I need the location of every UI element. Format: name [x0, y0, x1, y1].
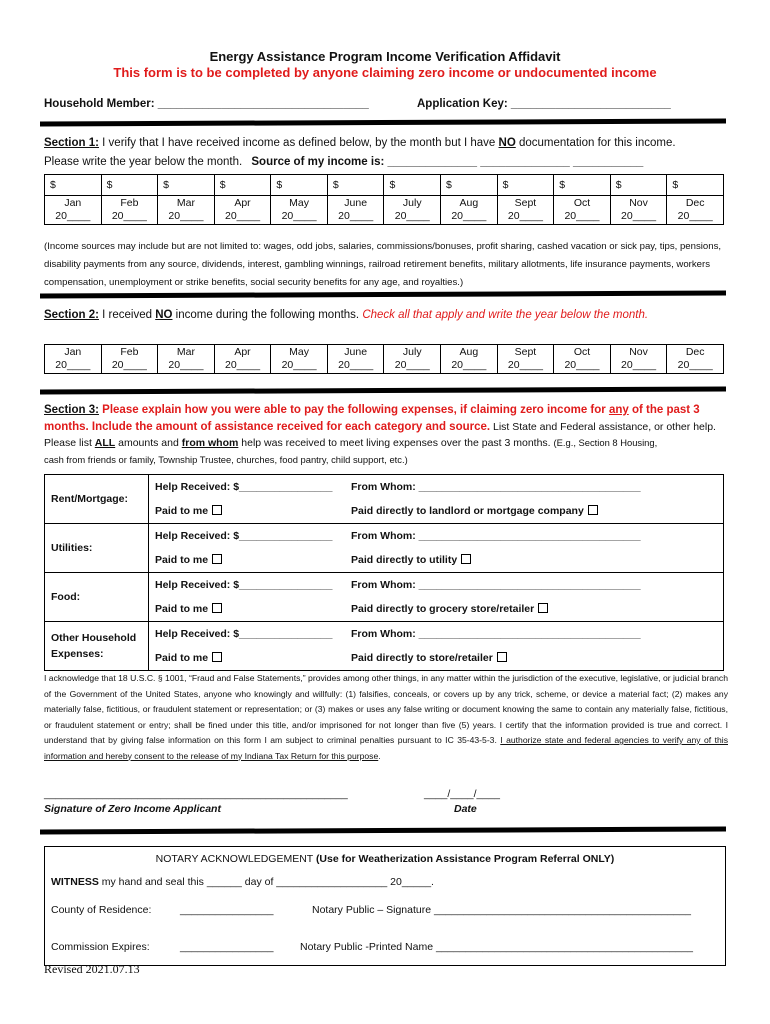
- section3-line3: [44, 437, 657, 449]
- year-blank[interactable]: 20____: [621, 210, 657, 222]
- witness-line[interactable]: [51, 876, 434, 888]
- section2-instruction: Check all that apply and write the year below the month.: [362, 309, 649, 321]
- month-label: June: [344, 346, 368, 358]
- month-cell[interactable]: [327, 345, 384, 374]
- help-received-field[interactable]: Help Received: $________________: [155, 530, 333, 542]
- month-label: Feb: [120, 346, 139, 358]
- s3-from-whom: from whom: [181, 437, 239, 449]
- section3-line4: cash from friends or family, Township Trustee, churches, food pantry, child support, etc.): [44, 454, 408, 465]
- month-label: Jan: [64, 197, 82, 209]
- month-label: Feb: [120, 197, 139, 209]
- section2-heading: Section 2:: [44, 309, 99, 321]
- s3-example: (E.g., Section 8 Housing,: [553, 437, 658, 448]
- section2-month-table: [44, 344, 724, 374]
- notary-heading-note: (Use for Weatherization Assistance Program Referral ONLY): [315, 853, 615, 865]
- paid-to-me-option[interactable]: [155, 646, 351, 670]
- paid-to-me-label: Paid to me: [155, 505, 209, 517]
- month-label: Aug: [459, 197, 479, 209]
- section1-month-table: [44, 174, 724, 225]
- month-label: Dec: [685, 346, 705, 358]
- year-blank[interactable]: 20____: [111, 210, 147, 222]
- month-label: Aug: [459, 346, 479, 358]
- checkbox-icon[interactable]: [461, 554, 471, 564]
- acknowledgement-text: [44, 671, 728, 764]
- ack-authorization: I authorize state and federal agencies to verify any of this information and hereby consent to the release of my Indiana Tax Return for this purpose: [44, 735, 728, 761]
- expense-category: Utilities:: [45, 524, 149, 573]
- month-cell[interactable]: [271, 196, 328, 225]
- checkbox-icon[interactable]: [212, 603, 222, 613]
- s3-text: help was received to meet living expenses over the past 3 months.: [238, 437, 554, 449]
- amount-cell[interactable]: $: [441, 175, 498, 196]
- month-label: July: [402, 197, 422, 209]
- year-blank[interactable]: 20____: [281, 210, 317, 222]
- section1-heading: Section 1:: [44, 137, 99, 149]
- section1-text-end: documentation for this income.: [515, 137, 676, 149]
- section3-heading: Section 3:: [44, 404, 99, 416]
- divider: [40, 387, 726, 395]
- year-blank[interactable]: 20____: [451, 359, 487, 371]
- section1-line2: [44, 156, 643, 168]
- checkbox-icon[interactable]: [212, 554, 222, 564]
- month-label: Apr: [234, 197, 251, 209]
- checkbox-icon[interactable]: [497, 652, 507, 662]
- notary-heading-text: NOTARY ACKNOWLEDGEMENT: [155, 853, 316, 865]
- help-received-field[interactable]: Help Received: $________________: [155, 579, 333, 591]
- section2-line: [44, 309, 648, 321]
- expense-row: [45, 524, 724, 573]
- expense-details: [149, 573, 724, 622]
- year-blank[interactable]: 20____: [338, 359, 374, 371]
- expense-category: Food:: [45, 573, 149, 622]
- year-blank[interactable]: 20____: [677, 359, 713, 371]
- expense-row: [45, 573, 724, 622]
- paid-directly-option[interactable]: [351, 505, 598, 517]
- section1-year-instruction: Please write the year below the month.: [44, 156, 243, 168]
- ack-body: I acknowledge that 18 U.S.C. § 1001, “Fraud and False Statements,” provides among other things, in any matter within the jurisdiction of the executive, legislative, or judicial branch of the Government of the United States, anyone who knowingly and willfully: (1) falsifies, conceals, or covers up by any trick, scheme, or device a material fact; (2) makes any materially false, fictitious, or fraudulent statement or representation; or (3) makes or uses any false writing or document knowing the same to contain any materially false, fictitious, or fraudulent statement or entry; shall be fined under this title, and/or imprisoned for not longer than five (5) years. I certify that the information provided is true and correct. I understand that by giving false information on this form I am subject to criminal penalties pursuant to IC 35-43-5-3.: [44, 673, 728, 745]
- year-blank[interactable]: 20____: [225, 359, 261, 371]
- month-cell[interactable]: [158, 196, 215, 225]
- paid-to-me-option[interactable]: [155, 499, 351, 523]
- income-source-field[interactable]: Source of my income is: ______________ ______________ ___________: [251, 156, 644, 168]
- month-label: July: [402, 346, 422, 358]
- checkbox-icon[interactable]: [212, 505, 222, 515]
- paid-directly-option[interactable]: [351, 652, 507, 664]
- month-cell[interactable]: [667, 196, 724, 225]
- county-field[interactable]: ________________: [180, 904, 274, 916]
- amount-cell[interactable]: $: [497, 175, 554, 196]
- month-cell[interactable]: [554, 196, 611, 225]
- year-blank[interactable]: 20____: [507, 359, 543, 371]
- year-blank[interactable]: 20____: [55, 210, 91, 222]
- month-cell[interactable]: [441, 196, 498, 225]
- paid-to-me-label: Paid to me: [155, 652, 209, 664]
- witness-text: my hand and seal this ______ day of ___________________ 20_____.: [98, 876, 434, 888]
- amount-cell[interactable]: $: [271, 175, 328, 196]
- expense-category: Other Household Expenses:: [45, 622, 149, 671]
- expense-category: Rent/Mortgage:: [45, 475, 149, 524]
- year-blank[interactable]: 20____: [168, 359, 204, 371]
- month-cell[interactable]: [384, 345, 441, 374]
- paid-directly-label: Paid directly to landlord or mortgage company: [351, 505, 584, 517]
- expense-details: [149, 524, 724, 573]
- ack-end: .: [378, 750, 381, 761]
- checkbox-icon[interactable]: [538, 603, 548, 613]
- application-key-field[interactable]: Application Key: _________________________: [417, 98, 671, 110]
- year-blank[interactable]: 20____: [394, 210, 430, 222]
- month-label: Apr: [234, 346, 251, 358]
- amount-cell[interactable]: $: [554, 175, 611, 196]
- year-blank[interactable]: 20____: [111, 359, 147, 371]
- section3-any: any: [608, 404, 629, 416]
- month-cell[interactable]: [327, 196, 384, 225]
- amount-cell[interactable]: $: [610, 175, 667, 196]
- month-cell[interactable]: [101, 345, 158, 374]
- notary-heading: [45, 853, 725, 865]
- month-cell[interactable]: [554, 345, 611, 374]
- amount-cell[interactable]: $: [667, 175, 724, 196]
- s3-text: amounts and: [115, 437, 182, 449]
- month-label: Nov: [629, 197, 648, 209]
- month-cell[interactable]: [610, 196, 667, 225]
- section3-line1: [44, 404, 700, 416]
- from-whom-field[interactable]: From Whom: ______________________________________: [351, 579, 641, 591]
- section2-text: I received: [98, 309, 156, 321]
- notary-printed-name-field[interactable]: Notary Public -Printed Name ____________________________________________: [300, 941, 693, 953]
- amount-cell[interactable]: $: [384, 175, 441, 196]
- month-cell[interactable]: [101, 196, 158, 225]
- month-cell[interactable]: [384, 196, 441, 225]
- amount-cell[interactable]: $: [158, 175, 215, 196]
- from-whom-field[interactable]: From Whom: ______________________________________: [351, 628, 641, 640]
- paid-directly-option[interactable]: [351, 603, 548, 615]
- paid-directly-label: Paid directly to grocery store/retailer: [351, 603, 535, 615]
- date-label: Date: [454, 803, 477, 815]
- year-blank[interactable]: 20____: [168, 210, 204, 222]
- checkbox-icon[interactable]: [588, 505, 598, 515]
- month-label: Dec: [685, 197, 705, 209]
- commission-label: Commission Expires:: [51, 941, 150, 953]
- paid-to-me-label: Paid to me: [155, 603, 209, 615]
- section1-no: NO: [498, 137, 516, 149]
- section1-text: I verify that I have received income as defined below, by the month but I have: [98, 137, 499, 149]
- year-blank[interactable]: 20____: [507, 210, 543, 222]
- notary-box: [44, 846, 726, 966]
- s3-text: Please list: [44, 437, 95, 449]
- paid-directly-option[interactable]: [351, 554, 471, 566]
- month-label: May: [289, 346, 310, 358]
- month-cell[interactable]: [45, 345, 102, 374]
- expense-row: [45, 475, 724, 524]
- paid-to-me-option[interactable]: [155, 548, 351, 572]
- month-label: May: [289, 197, 310, 209]
- month-cell[interactable]: [497, 196, 554, 225]
- section3-red-instruction: months. Include the amount of assistance received for each category and source.: [44, 421, 491, 433]
- section3-red-text-end: of the past 3: [628, 404, 700, 416]
- year-blank[interactable]: 20____: [451, 210, 487, 222]
- from-whom-field[interactable]: From Whom: ______________________________________: [351, 530, 641, 542]
- household-member-field[interactable]: Household Member: _________________________________: [44, 98, 369, 110]
- section1-line1: [44, 137, 676, 149]
- help-received-field[interactable]: Help Received: $________________: [155, 628, 333, 640]
- section3-red-text: Please explain how you were able to pay the following expenses, if claiming zero income for: [98, 404, 609, 416]
- month-cell[interactable]: [158, 345, 215, 374]
- expense-row: [45, 622, 724, 671]
- form-subtitle: This form is to be completed by anyone claiming zero income or undocumented income: [113, 65, 657, 80]
- month-cell[interactable]: [667, 345, 724, 374]
- divider: [40, 119, 726, 127]
- signature-label: Signature of Zero Income Applicant: [44, 803, 221, 815]
- witness-label: WITNESS: [51, 876, 99, 888]
- year-blank[interactable]: 20____: [55, 359, 91, 371]
- date-line[interactable]: ____/____/____: [424, 788, 500, 800]
- month-cell[interactable]: [441, 345, 498, 374]
- revision-date: Revised 2021.07.13: [44, 962, 140, 976]
- year-blank[interactable]: 20____: [564, 359, 600, 371]
- year-blank[interactable]: 20____: [564, 210, 600, 222]
- year-blank[interactable]: 20____: [281, 359, 317, 371]
- amount-cell[interactable]: $: [327, 175, 384, 196]
- section3-list-assistance: List State and Federal assistance, or other help.: [490, 421, 716, 433]
- year-blank[interactable]: 20____: [677, 210, 713, 222]
- amount-cell[interactable]: $: [45, 175, 102, 196]
- notary-signature-field[interactable]: Notary Public – Signature ____________________________________________: [312, 904, 691, 916]
- income-sources-note: (Income sources may include but are not limited to: wages, odd jobs, salaries, commissions/bonuses, profit sharing, cashed vacation or sick pay, tips, pensions, disability payments from any source, dividends, interest, gambling winnings, railroad retirement benefits, military allotments, life insurance payments, workers compensation, unemployment or strike benefits, social security benefits for any age, and royalties.): [44, 241, 722, 288]
- section3-line2: [44, 421, 716, 433]
- amount-cell[interactable]: $: [101, 175, 158, 196]
- month-label: Nov: [629, 346, 648, 358]
- paid-to-me-label: Paid to me: [155, 554, 209, 566]
- year-blank[interactable]: 20____: [338, 210, 374, 222]
- paid-directly-label: Paid directly to store/retailer: [351, 652, 493, 664]
- divider: [40, 827, 726, 835]
- month-label: Oct: [573, 197, 591, 209]
- from-whom-field[interactable]: From Whom: ______________________________________: [351, 481, 641, 493]
- expense-details: [149, 475, 724, 524]
- s3-all: ALL: [94, 437, 116, 449]
- month-label: Mar: [176, 346, 195, 358]
- form-title: Energy Assistance Program Income Verification Affidavit: [209, 49, 561, 64]
- paid-directly-label: Paid directly to utility: [351, 554, 458, 566]
- section2-no: NO: [155, 309, 173, 321]
- month-cell[interactable]: [214, 345, 271, 374]
- month-label: Jan: [64, 346, 82, 358]
- section2-text-end: income during the following months.: [172, 309, 363, 321]
- help-received-field[interactable]: Help Received: $________________: [155, 481, 333, 493]
- month-cell[interactable]: [271, 345, 328, 374]
- signature-line[interactable]: ____________________________________________________: [44, 788, 348, 800]
- month-label: June: [344, 197, 368, 209]
- checkbox-icon[interactable]: [212, 652, 222, 662]
- expense-details: [149, 622, 724, 671]
- county-label: County of Residence:: [51, 904, 152, 916]
- month-cell[interactable]: [214, 196, 271, 225]
- month-cell[interactable]: [610, 345, 667, 374]
- expenses-table: [44, 474, 724, 671]
- paid-to-me-option[interactable]: [155, 597, 351, 621]
- month-cell[interactable]: [497, 345, 554, 374]
- year-blank[interactable]: 20____: [225, 210, 261, 222]
- month-cell[interactable]: [45, 196, 102, 225]
- month-label: Mar: [176, 197, 195, 209]
- commission-field[interactable]: ________________: [180, 941, 274, 953]
- amount-cell[interactable]: $: [214, 175, 271, 196]
- month-label: Sept: [514, 197, 537, 209]
- year-blank[interactable]: 20____: [394, 359, 430, 371]
- year-blank[interactable]: 20____: [621, 359, 657, 371]
- month-label: Oct: [573, 346, 591, 358]
- month-label: Sept: [514, 346, 537, 358]
